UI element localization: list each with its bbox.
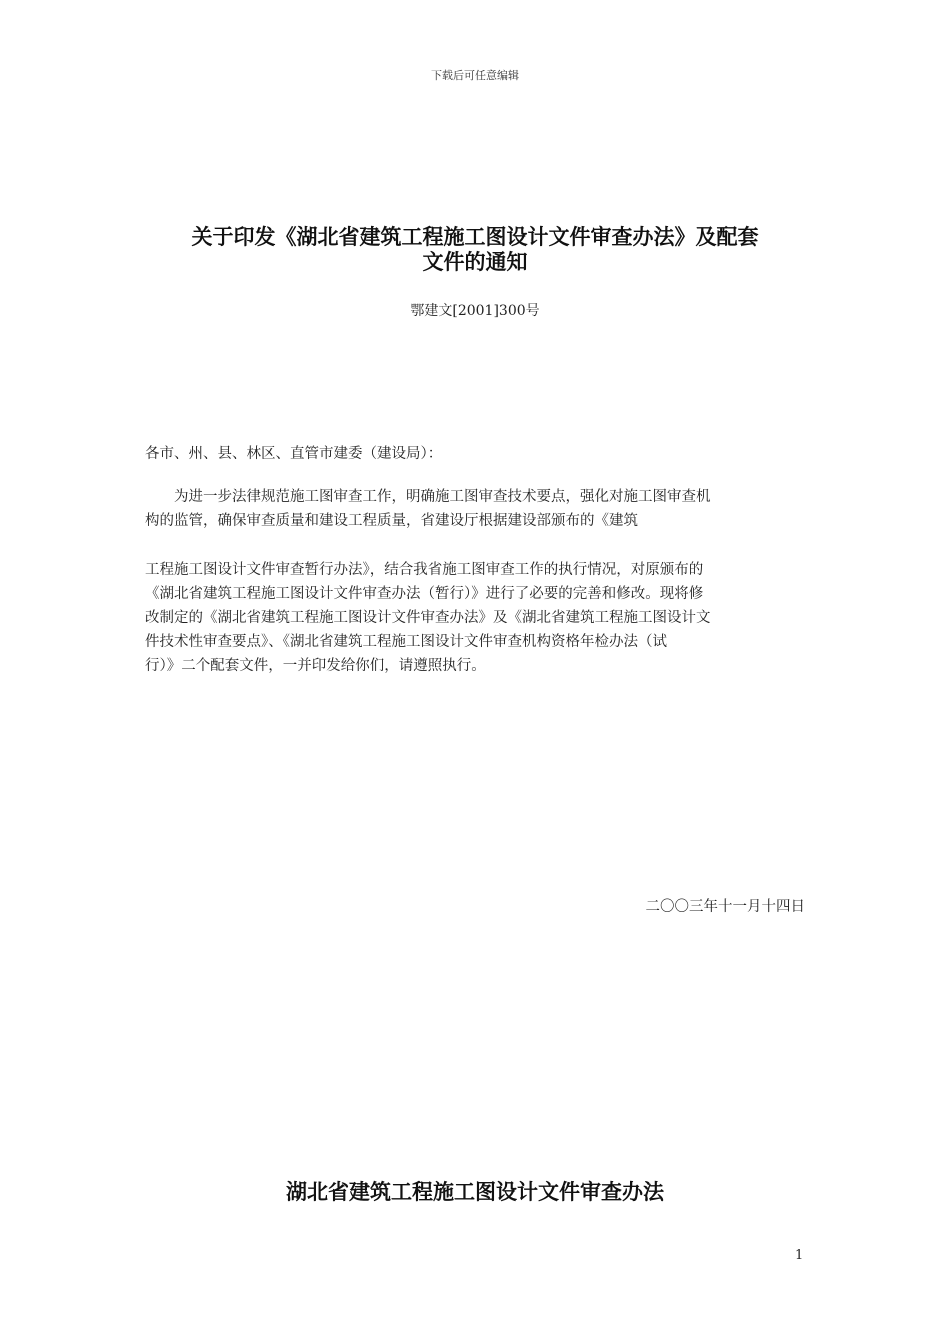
paragraph-line: 《湖北省建筑工程施工图设计文件审查办法（暂行）》进行了必要的完善和修改。现将修 [145,586,704,602]
page-number: 1 [795,1248,804,1263]
document-title [140,224,810,274]
section-title: 湖北省建筑工程施工图设计文件审查办法 [286,1179,664,1204]
title-line: 文件的通知 [422,249,528,274]
paragraph-2 [145,558,805,678]
header-note: 下载后可任意编辑 [431,69,519,82]
paragraph-line: 工程施工图设计文件审查暂行办法》，结合我省施工图审查工作的执行情况，对原颁布的 [145,562,704,578]
issue-date: 二〇〇三年十一月十四日 [645,899,805,915]
paragraph-line: 行）》二个配套文件，一并印发给你们，请遵照执行。 [145,658,486,674]
paragraph-line: 件技术性审查要点》、《湖北省建筑工程施工图设计文件审查机构资格年检办法（试 [145,634,667,650]
title-line: 关于印发《湖北省建筑工程施工图设计文件审查办法》及配套 [191,224,759,249]
document-number: 鄂建文[2001]300号 [410,303,540,319]
paragraph-1 [145,485,805,533]
paragraph-line: 构的监管，确保审查质量和建设工程质量，省建设厅根据建设部颁布的《建筑 [145,513,638,529]
paragraph-line: 为进一步法律规范施工图审查工作，明确施工图审查技术要点，强化对施工图审查机 [145,489,711,505]
addressee: 各市、州、县、林区、直管市建委（建设局）： [145,446,443,462]
paragraph-line: 改制定的《湖北省建筑工程施工图设计文件审查办法》及《湖北省建筑工程施工图设计文 [145,610,711,626]
